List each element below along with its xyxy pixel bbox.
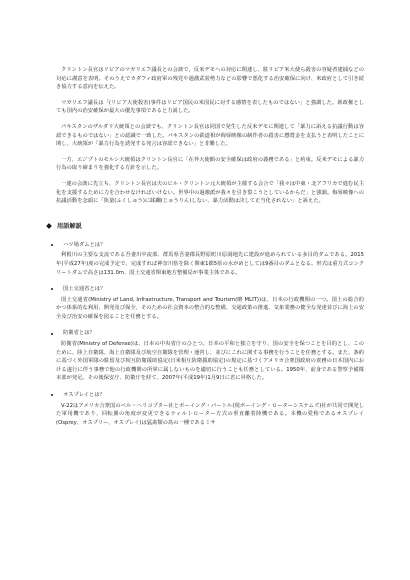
- glossary-item: [48, 241, 364, 277]
- glossary-item-body: 利根川の主要な支流である吾妻川中流部、群馬県吾妻郡長野原町川原湯地先に建設が進められている多目的ダムである。2015年(平成27年)度の完成予定で、完成すれば神奈川県を除く関東1都5県の水がめとしては9番目のダムとなる。形式は重力式コンクリートダムで高さは131.0m、国土交通省関東地方整備局が事業主体である。: [56, 252, 364, 276]
- glossary-item-title: オスプレイとは？: [63, 392, 105, 399]
- glossary-item-body: 国土交通省(Ministry of Land, Infrastructure, Transport and Tourism(略 MLIT))は、日本の行政機関の一つ。国土の総合的かつ体系的な利用、開発及び保全、そのための社会資本の整合的な整備、交通政策の推進、気象業務の健全な発達並びに海上の安全及び治安の確保を図ることを任務とする。: [56, 296, 364, 320]
- article-body: [56, 66, 364, 206]
- glossary-item-title-row: [48, 241, 364, 250]
- glossary-heading: [44, 222, 364, 231]
- glossary-item-title: 国土交通省とは？: [63, 286, 106, 293]
- diamond-bullet-icon: [46, 223, 52, 229]
- glossary-item: [48, 391, 364, 427]
- article-paragraph: クリントン長官はリビアのマガリエフ議長との会談で、反米デモへの対応に関連し、駐リビア米大使ら殺害の容疑者逮捕などの対応に謝意を表明。そのうえでカダフィ政府軍の残党や過激武装勢力などの影響で悪化する治安確保に向け、米政府として引き続き協力する意向を伝えた。: [56, 67, 364, 91]
- glossary-item: [48, 329, 364, 383]
- bullet-dot-icon: [51, 288, 53, 290]
- bullet-dot-icon: [51, 394, 53, 396]
- glossary-item: [48, 285, 364, 321]
- article-paragraph: 一連の会談に先立ち、クリントン長官は夫のビル・クリントン元大統領が主催する会合で「我々は中東・北アフリカで進む民主化を支援するために力を合わせなければいけない。世界中の過激派が我々を引き裂こうとしているからだ」と強調。侮辱映像への抗議活動を念頭に「狭量(ふくしゅう)に蹂躙(じゅうりん)しない、暴力活動は決して正当化されない」と訴えた。: [56, 180, 364, 205]
- glossary-item-body: 防衛省(Ministry of Defense)は、日本の中央省庁のひとつ。日本の平和と独立を守り、国の安全を保つことを目的とし、このために、陸上自衛隊、海上自衛隊及び航空自衛隊を管理・運営し、並びにこれに関する事務を行うことを任務とする。また、条約に基づく外国軍隊の駐留及び相互防衛援助協定(日米相互防衛援助協定)の規定に基づくアメリカ合衆国政府の責務の日本国内における遂行に伴う事務で他の行政機関の所掌に属しないものを適切に行うことも任務としている。1950年、前身である警察予備隊本部が発足。その後保安庁、防衛庁を経て、2007年(平成19年)1月9日に省に昇格した。: [56, 341, 364, 382]
- article-paragraph: マガリエフ議長は「(リビア大使殺害)事件はリビア国民の米国民に対する感情を表したものではない」と強調した。新政権としても国内の治安確保が最大の優先事項であると力説した。: [56, 99, 364, 115]
- article-paragraph: 一方、エジプトのモルシ大統領はクリントン長官に「在外大使館の安全確保は政府の義務である」と約束。反米デモによる暴力行為の取り締まりを強化する方針を示した。: [56, 156, 364, 172]
- article-paragraph: パキスタンのザルダリ大統領との会談でも、クリントン長官は同国で発生した反米デモに関連して「暴力に訴える抗議行動は容認できるものではない」との認識で一致した。パキスタンの鉄道相が侮辱映像の制作者の殺害に懸賞金を支払うと表明したことに関し、大統領が「暴力行為を誘発する発言は容認できない」と非難した。: [56, 123, 364, 148]
- bullet-dot-icon: [51, 333, 53, 335]
- glossary-item-title: ハツ場ダムとは？: [63, 241, 106, 248]
- glossary-item-title-row: [48, 391, 364, 400]
- glossary-item-title: 防衛省とは？: [63, 330, 95, 337]
- glossary-item-body: V-22はアメリカ合衆国のベル・ヘリコプター社とボーイング・バートル(現ボーイング・ローターシステムズ)社が共同で開発した軍用機であり、回転翼の角度が変更できるティルトローター方式の垂直離着陸機である。本機の愛称であるオスプレイ(Osprey、オスプリー、オスプレイ)は猛禽類の鳥の一種であるミサ: [56, 402, 364, 426]
- glossary-item-title-row: [48, 285, 364, 294]
- glossary-item-title-row: [48, 329, 364, 338]
- glossary-list: [56, 241, 364, 428]
- bullet-dot-icon: [51, 244, 53, 246]
- glossary-heading-label: 用語解説: [57, 222, 82, 230]
